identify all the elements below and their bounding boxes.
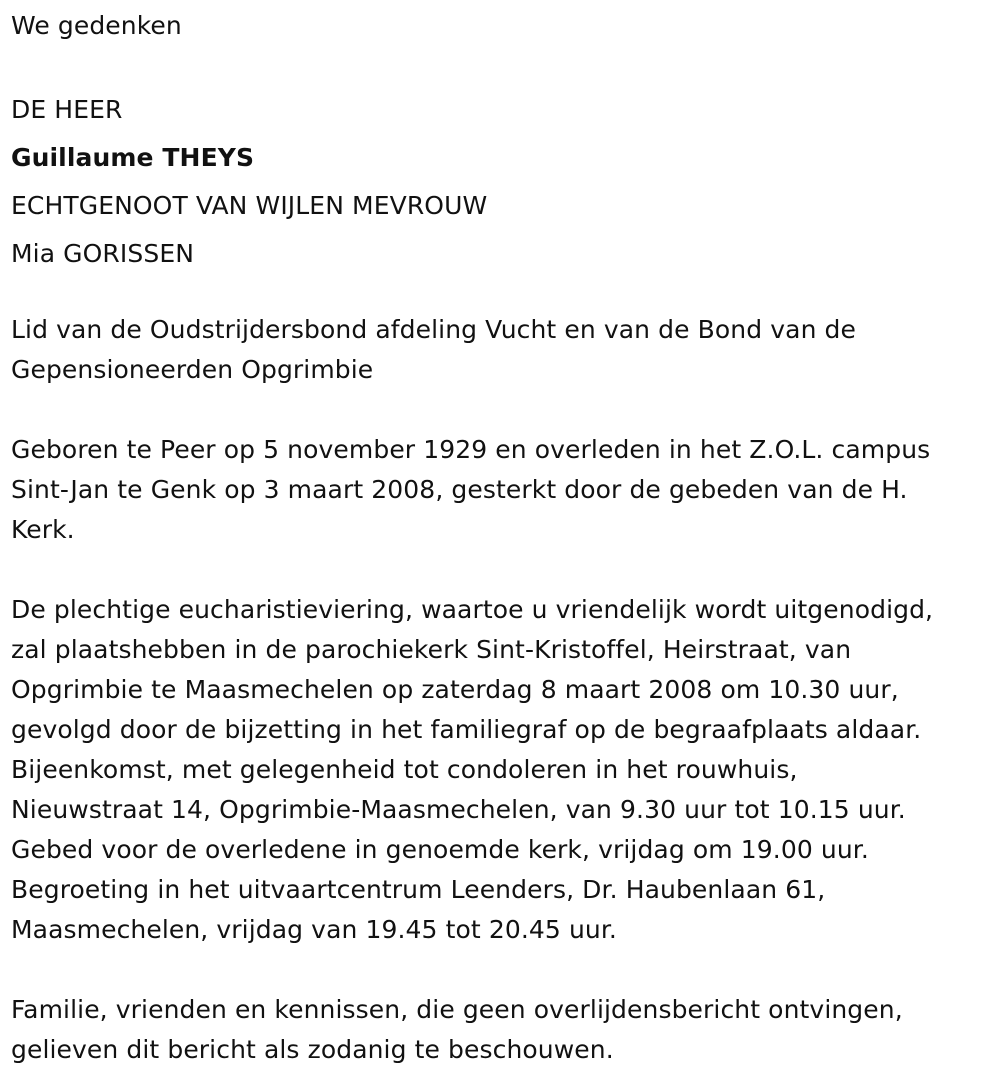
spouse-name: Mia GORISSEN [11,239,195,268]
deceased-name: Guillaume THEYS [11,143,255,172]
birth-death-paragraph [11,430,930,550]
spouse-line: ECHTGENOOT VAN WIJLEN MEVROUW [11,191,488,220]
paragraph-line: Kerk. [11,515,75,544]
paragraph-line: Lid van de Oudstrijdersbond afdeling Vucht en van de Bond van de [11,315,857,344]
paragraph-line: zal plaatshebben in de parochiekerk Sint-Kristoffel, Heirstraat, van [11,635,852,664]
closing-paragraph [11,990,903,1070]
paragraph-line: Gebed voor de overledene in genoemde kerk, vrijdag om 19.00 uur. [11,835,869,864]
deceased-block [11,86,487,278]
ceremony-paragraph [11,590,933,950]
paragraph-line: Bijeenkomst, met gelegenheid tot condoleren in het rouwhuis, [11,755,798,784]
paragraph-line: Geboren te Peer op 5 november 1929 en overleden in het Z.O.L. campus [11,435,931,464]
paragraph-line: Begroeting in het uitvaartcentrum Leenders, Dr. Haubenlaan 61, [11,875,826,904]
membership-paragraph [11,310,856,390]
title-line: DE HEER [11,95,123,124]
paragraph-line: Opgrimbie te Maasmechelen op zaterdag 8 maart 2008 om 10.30 uur, [11,675,899,704]
paragraph-line: gevolgd door de bijzetting in het familiegraf op de begraafplaats aldaar. [11,715,922,744]
paragraph-line: Sint-Jan te Genk op 3 maart 2008, gesterkt door de gebeden van de H. [11,475,908,504]
paragraph-line: gelieven dit bericht als zodanig te beschouwen. [11,1035,614,1064]
intro-heading [11,8,182,44]
paragraph-line: Maasmechelen, vrijdag van 19.45 tot 20.45 uur. [11,915,617,944]
intro-text: We gedenken [11,11,182,40]
paragraph-line: Familie, vrienden en kennissen, die geen overlijdensbericht ontvingen, [11,995,903,1024]
paragraph-line: De plechtige eucharistieviering, waartoe u vriendelijk wordt uitgenodigd, [11,595,934,624]
paragraph-line: Gepensioneerden Opgrimbie [11,355,374,384]
paragraph-line: Nieuwstraat 14, Opgrimbie-Maasmechelen, van 9.30 uur tot 10.15 uur. [11,795,906,824]
